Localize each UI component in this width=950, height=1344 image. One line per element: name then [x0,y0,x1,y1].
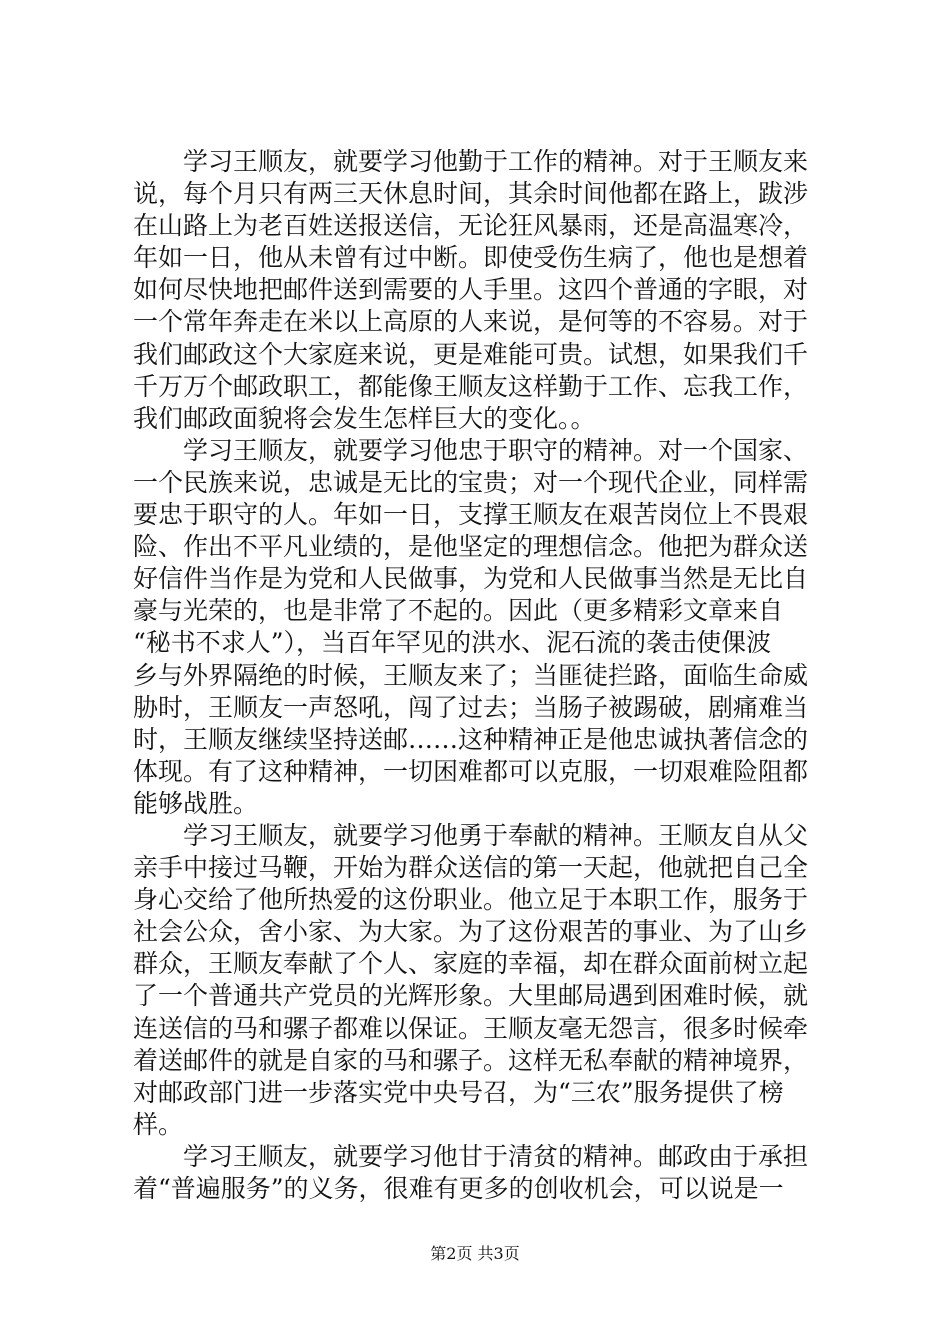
text-line: 群众，王顺友奉献了个人、家庭的幸福，却在群众面前树立起 [133,949,809,979]
text-line: 着送邮件的就是自家的马和骡子。这样无私奉献的精神境界， [133,1045,809,1075]
text-line: 乡与外界隔绝的时候，王顺友来了；当匪徒拦路，面临生命威 [133,660,809,690]
text-line: 年如一日，他从未曾有过中断。即使受伤生病了，他也是想着 [133,243,809,273]
text-line: 在山路上为老百姓送报送信，无论狂风暴雨，还是高温寒冷， [133,211,809,241]
text-line: 学习王顺友，就要学习他忠于职守的精神。对一个国家、 [183,435,809,465]
text-line: 如何尽快地把邮件送到需要的人手里。这四个普通的字眼，对 [133,275,809,305]
text-line: 社会公众，舍小家、为大家。为了这份艰苦的事业、为了山乡 [133,917,809,947]
text-line: 学习王顺友，就要学习他甘于清贫的精神。邮政由于承担 [183,1141,809,1171]
text-line: 学习王顺友，就要学习他勤于工作的精神。对于王顺友来 [183,147,809,176]
text-line: 样。 [133,1109,184,1139]
paragraph [133,1141,823,1205]
text-line: 一个常年奔走在米以上高原的人来说，是何等的不容易。对于 [133,307,809,337]
paragraph [133,820,823,1141]
text-line: 千万万个邮政职工，都能像王顺友这样勤于工作、忘我工作， [133,371,809,401]
text-line: 时，王顺友继续坚持送邮……这种精神正是他忠诚执著信念的 [133,724,809,754]
text-line: 我们邮政这个大家庭来说，更是难能可贵。试想，如果我们千 [133,339,809,369]
text-line: 体现。有了这种精神，一切困难都可以克服，一切艰难险阻都 [133,756,809,786]
text-line: “秘书不求人”），当百年罕见的洪水、泥石流的袭击使倮波 [133,628,772,658]
text-line: 要忠于职守的人。年如一日，支撑王顺友在艰苦岗位上不畏艰 [133,500,809,530]
paragraph [133,435,823,820]
text-line: 我们邮政面貌将会发生怎样巨大的变化。。 [133,403,596,433]
text-line: 了一个普通共产党员的光辉形象。大里邮局遇到困难时候，就 [133,981,809,1011]
text-line: 一个民族来说，忠诚是无比的宝贵；对一个现代企业，同样需 [133,467,809,497]
paragraph [133,146,823,435]
page-number-label: 第2页 共3页 [430,1244,520,1263]
text-line: 学习王顺友，就要学习他勇于奉献的精神。王顺友自从父 [183,820,809,850]
text-line: 亲手中接过马鞭，开始为群众送信的第一天起，他就把自己全 [133,853,809,883]
text-line: 说，每个月只有两三天休息时间，其余时间他都在路上，跋涉 [133,179,809,209]
text-line: 豪与光荣的，也是非常了不起的。因此（更多精彩文章来自 [133,596,784,626]
text-line: 对邮政部门进一步落实党中央号召，为“三农”服务提供了榜 [133,1077,784,1107]
text-line: 险、作出不平凡业绩的，是他坚定的理想信念。他把为群众送 [133,532,809,562]
text-line: 身心交给了他所热爱的这份职业。他立足于本职工作，服务于 [133,885,809,915]
text-line: 着“普遍服务”的义务，很难有更多的创收机会，可以说是一 [133,1174,784,1203]
text-line: 能够战胜。 [133,788,259,818]
text-line: 连送信的马和骡子都难以保证。王顺友毫无怨言，很多时候牵 [133,1013,809,1043]
text-line: 好信件当作是为党和人民做事，为党和人民做事当然是无比自 [133,564,809,594]
page-footer [0,1243,950,1265]
document-body [133,146,823,1205]
text-line: 胁时，王顺友一声怒吼，闯了过去；当肠子被踢破，剧痛难当 [133,692,809,722]
